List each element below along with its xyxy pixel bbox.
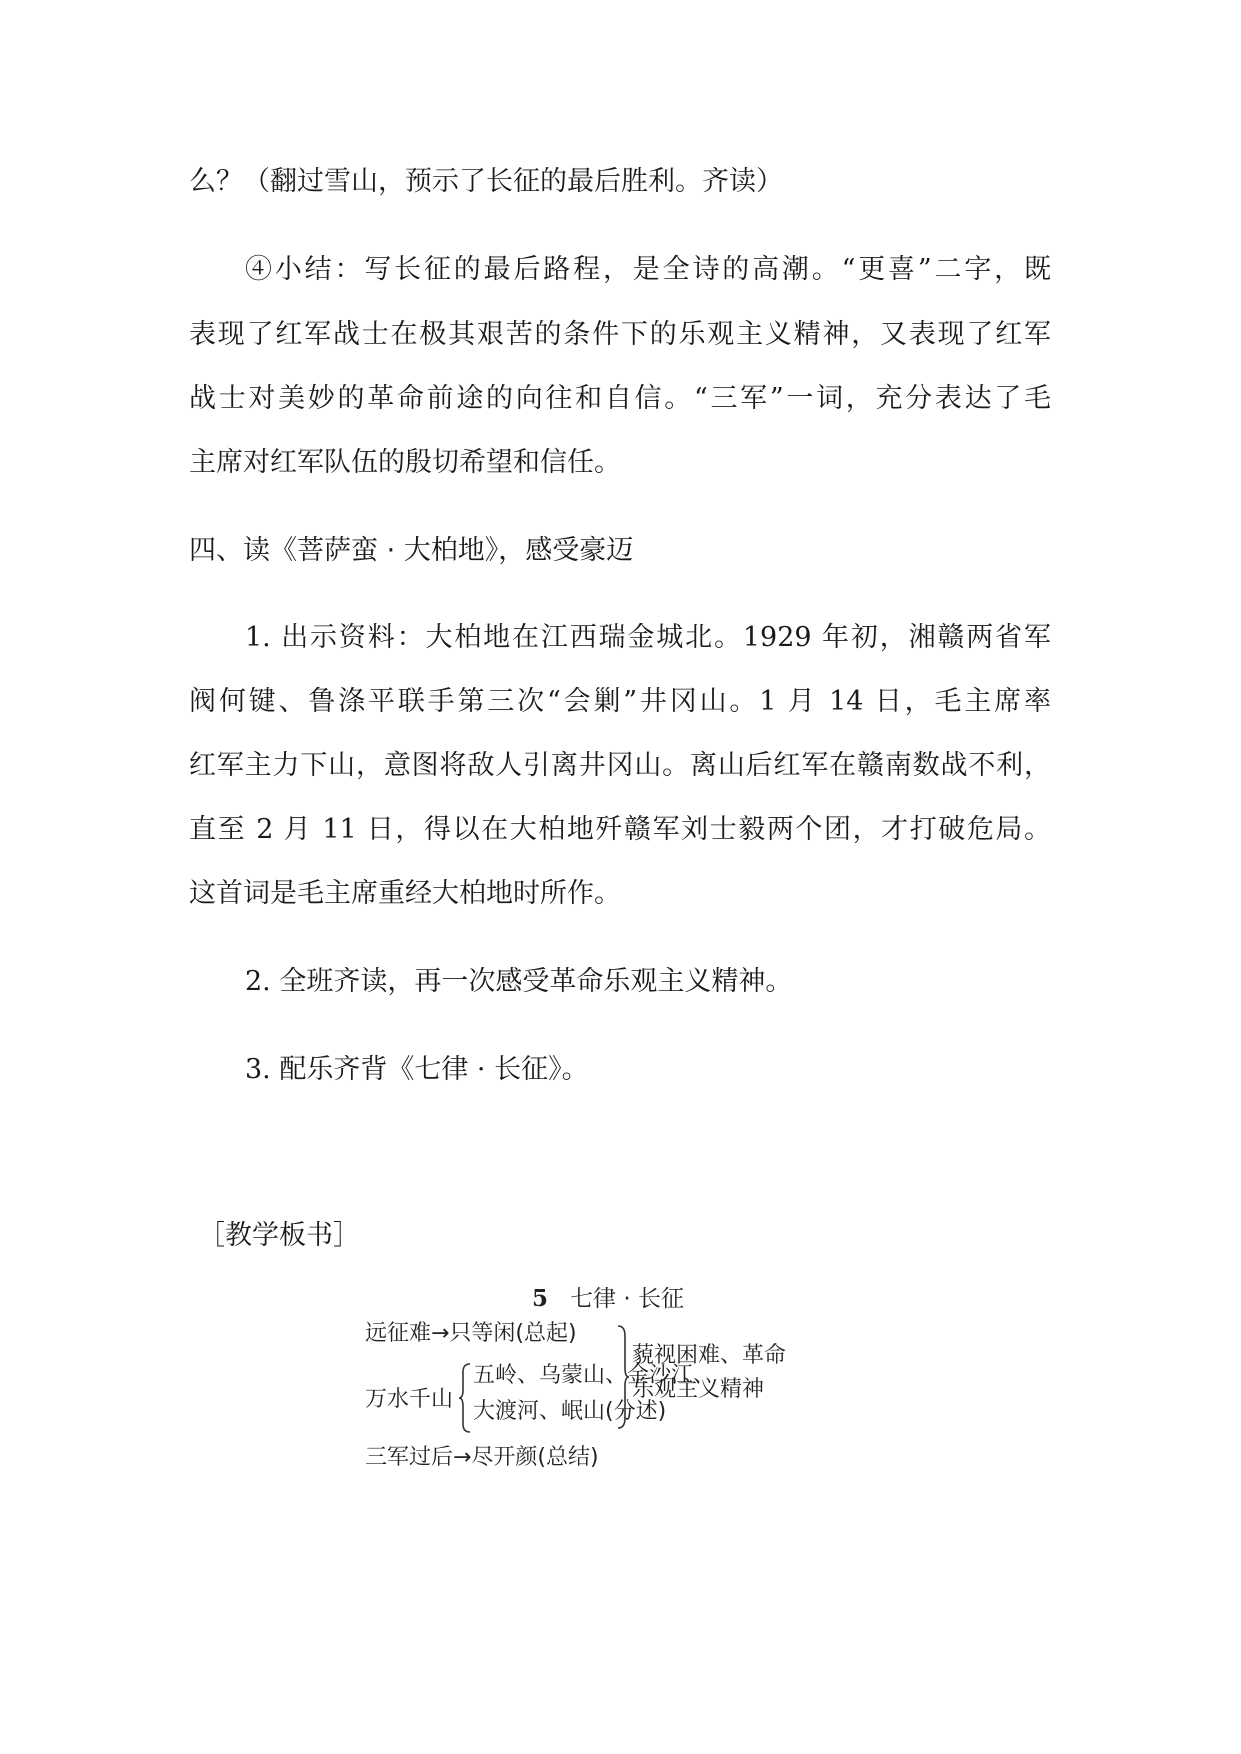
paragraph-line: 主席对红军队伍的殷切希望和信任。 <box>189 447 621 478</box>
paragraph-line: 红军主力下山，意图将敌人引离井冈山。离山后红军在赣南数战不利， <box>189 750 1051 781</box>
section-heading: 四、读《菩萨蛮 · 大柏地》，感受豪迈 <box>189 535 634 566</box>
right-brace-icon <box>616 1324 630 1430</box>
paragraph-line: 1. 出示资料：大柏地在江西瑞金城北。1929 年初，湘赣两省军 <box>245 622 1051 653</box>
paragraph-line: 这首词是毛主席重经大柏地时所作。 <box>189 878 621 909</box>
lesson-title: 七律 · 长征 <box>570 1286 684 1312</box>
list-item: 2. 全班齐读，再一次感受革命乐观主义精神。 <box>245 966 793 997</box>
board-summary-top: 藐视困难、革命 <box>632 1343 787 1368</box>
board-summary-bottom: 乐观主义精神 <box>632 1377 765 1402</box>
lesson-number: 5 <box>532 1285 549 1312</box>
paragraph-line: 阀何键、鲁涤平联手第三次“会剿”井冈山。1 月 14 日，毛主席率 <box>189 686 1051 717</box>
board-row-middle-top: 五岭、乌蒙山、金沙江、 <box>473 1363 716 1388</box>
paragraph-line: 么？（翻过雪山，预示了长征的最后胜利。齐读） <box>189 166 783 197</box>
board-label: ［教学板书］ <box>198 1220 360 1251</box>
paragraph-line: 战士对美妙的革命前途的向往和自信。“三军”一词，充分表达了毛 <box>189 383 1051 414</box>
paragraph-line: ④小结：写长征的最后路程，是全诗的高潮。“更喜”二字，既 <box>245 254 1051 285</box>
list-item: 3. 配乐齐背《七律 · 长征》。 <box>245 1054 589 1085</box>
left-brace-icon <box>458 1362 472 1434</box>
board-title <box>532 1280 684 1313</box>
board-row-middle-label: 万水千山 <box>365 1387 454 1412</box>
paragraph-line: 直至 2 月 11 日，得以在大柏地歼赣军刘士毅两个团，才打破危局。 <box>189 814 1051 845</box>
paragraph-line: 表现了红军战士在极其艰苦的条件下的乐观主义精神，又表现了红军 <box>189 319 1051 350</box>
blackboard-diagram <box>360 1280 880 1470</box>
board-row-opening: 远征难→只等闲(总起) <box>365 1321 577 1346</box>
board-row-middle-bottom: 大渡河、岷山(分述) <box>473 1399 667 1424</box>
board-row-closing: 三军过后→尽开颜(总结) <box>365 1445 599 1470</box>
